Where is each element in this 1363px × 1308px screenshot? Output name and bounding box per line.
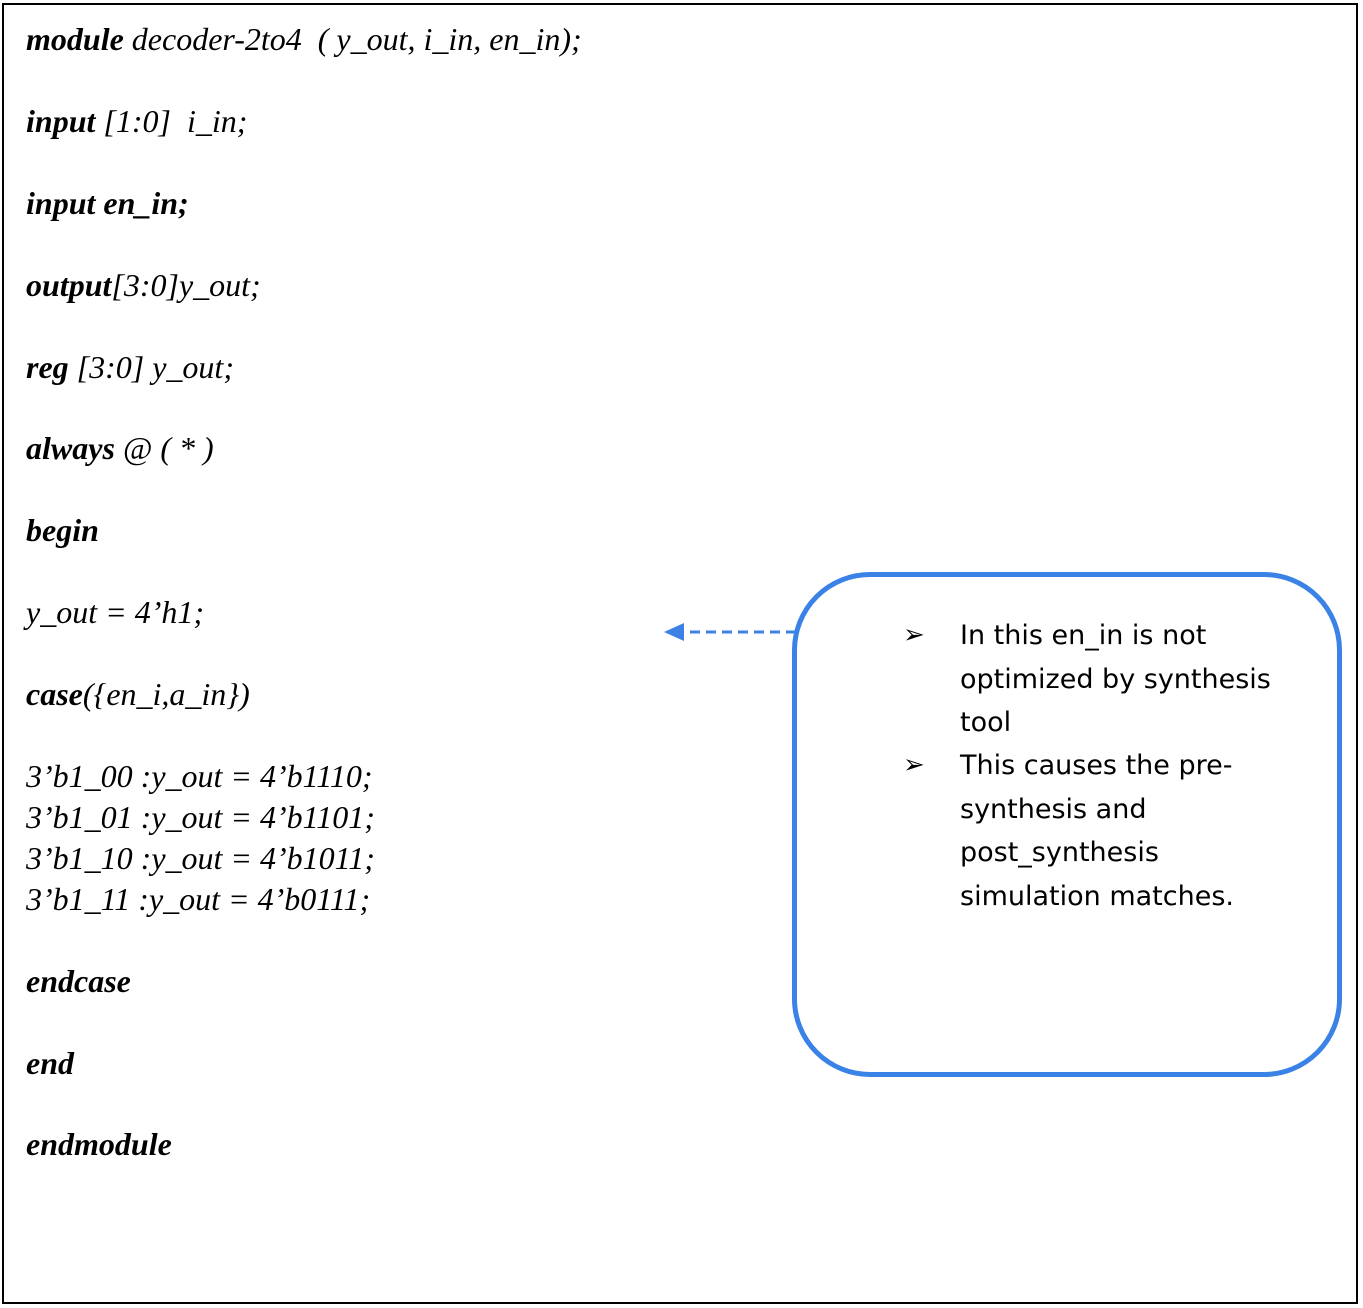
keyword-output: output [26, 267, 112, 303]
keyword-module: module [26, 21, 124, 57]
code-line-endmodule [26, 1124, 172, 1164]
code-line-begin [26, 510, 99, 550]
code-line-output [26, 265, 261, 305]
note-line: simulation matches. [960, 880, 1234, 912]
keyword-end: end [26, 1045, 74, 1081]
note-line: optimized by synthesis [960, 663, 1271, 695]
note-line: post_synthesis [960, 837, 1159, 868]
module-signature: decoder-2to4 ( y_out, i_in, en_in); [123, 21, 582, 57]
case-item: 3’b1_11 :y_out = 4’b0111; [26, 881, 371, 917]
note-line: This causes the pre- [960, 750, 1233, 781]
case-item: 3’b1_01 :y_out = 4’b1101; [26, 799, 375, 835]
note-line: tool [960, 707, 1012, 738]
bullet-arrow-icon: ➢ [903, 620, 925, 650]
reg-decl: [3:0] y_out; [68, 349, 234, 385]
case-item: 3’b1_00 :y_out = 4’b1110; [26, 758, 373, 794]
input-en-decl: input en_in; [26, 185, 189, 221]
code-line-input-en [26, 183, 189, 223]
callout-note-2 [960, 744, 1234, 918]
bullet-arrow-icon: ➢ [903, 750, 925, 780]
keyword-reg: reg [26, 349, 69, 385]
default-assignment: y_out = 4’h1; [26, 594, 204, 630]
sensitivity-list: @ ( * ) [114, 430, 214, 466]
code-line-reg [26, 347, 234, 387]
code-line-module [26, 19, 582, 59]
code-line-endcase [26, 961, 131, 1001]
keyword-begin: begin [26, 512, 99, 548]
dashed-arrow-icon [660, 618, 800, 648]
case-expression: ({en_i,a_in}) [82, 676, 250, 712]
case-items [26, 756, 375, 920]
code-line-end [26, 1043, 74, 1083]
keyword-case: case [26, 676, 83, 712]
keyword-endcase: endcase [26, 963, 131, 999]
callout-note-1 [960, 614, 1271, 745]
code-line-case [26, 674, 250, 714]
code-line-default-assign [26, 592, 204, 632]
keyword-endmodule: endmodule [26, 1126, 172, 1162]
output-decl: [3:0]y_out; [111, 267, 261, 303]
input-i-decl: [1:0] i_in; [95, 103, 248, 139]
keyword-always: always [26, 430, 115, 466]
keyword-input: input [26, 103, 96, 139]
code-line-input-i [26, 101, 247, 141]
note-line: In this en_in is not [960, 620, 1207, 651]
case-item: 3’b1_10 :y_out = 4’b1011; [26, 840, 375, 876]
note-line: synthesis and [960, 793, 1147, 825]
code-line-always [26, 428, 214, 468]
